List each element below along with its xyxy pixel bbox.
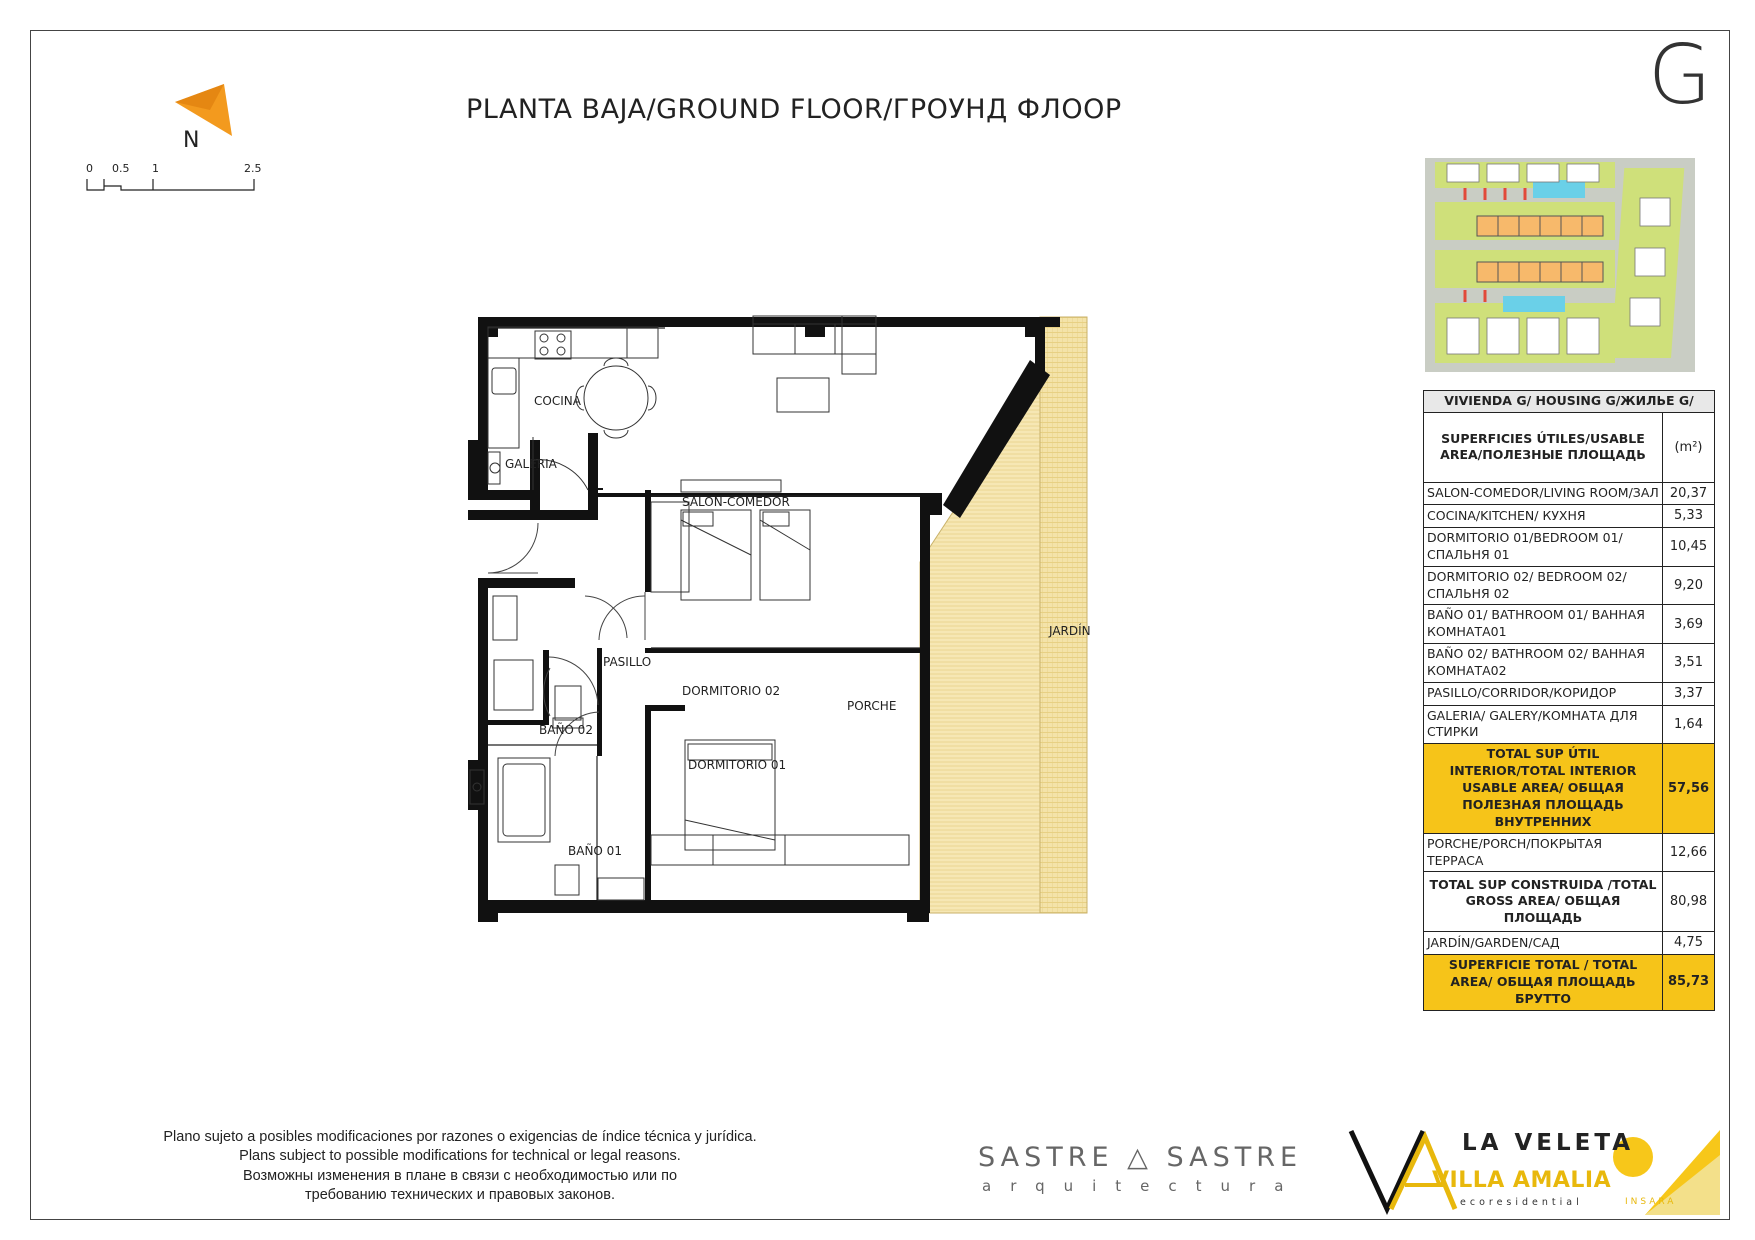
row-label: DORMITORIO 01/BEDROOM 01/ СПАЛЬНЯ 01 — [1424, 527, 1663, 566]
jardin-label: JARDÍN/GARDEN/САД — [1424, 932, 1663, 955]
porche-value: 12,66 — [1663, 833, 1715, 872]
north-label: N — [183, 128, 200, 153]
column-head-unit: (m²) — [1663, 412, 1715, 482]
total-gross-row — [1424, 872, 1715, 932]
row-value: 10,45 — [1663, 527, 1715, 566]
table-row — [1424, 705, 1715, 744]
north-arrow-icon — [170, 80, 240, 136]
row-value: 3,37 — [1663, 682, 1715, 705]
unit-letter: G — [1648, 28, 1712, 123]
row-label: PASILLO/CORRIDOR/КОРИДОР — [1424, 682, 1663, 705]
porche-row — [1424, 833, 1715, 872]
garden-area — [1040, 317, 1087, 913]
table-row — [1424, 482, 1715, 505]
page-title: PLANTA BAJA/GROUND FLOOR/ГРОУНД ФЛООР — [466, 94, 1122, 125]
row-label: COCINA/KITCHEN/ КУХНЯ — [1424, 505, 1663, 528]
room-label-salon: SALON-COMEDOR — [682, 495, 790, 509]
table-column-header — [1424, 412, 1715, 482]
villa-amalia-text: VILLA AMALIA — [1432, 1168, 1612, 1193]
row-label: BAÑO 02/ BATHROOM 02/ ВАННАЯ КОМНАТА02 — [1424, 644, 1663, 683]
la-veleta-text: LA VELETA — [1462, 1130, 1635, 1156]
disclaimer — [110, 1128, 810, 1205]
room-label-bano02: BAÑO 02 — [539, 723, 593, 737]
row-label: DORMITORIO 02/ BEDROOM 02/ СПАЛЬНЯ 02 — [1424, 566, 1663, 605]
column-head-label: SUPERFICIES ÚTILES/USABLE AREA/ПОЛЕЗНЫЕ ПЛОЩАДЬ — [1424, 412, 1663, 482]
row-value: 3,51 — [1663, 644, 1715, 683]
row-label: GALERIA/ GALERY/КОМНАТА ДЛЯ СТИРКИ — [1424, 705, 1663, 744]
room-label-jardin: JARDÍN — [1049, 624, 1091, 638]
insara-text: INSARA — [1625, 1197, 1677, 1207]
sastre-logo — [978, 1142, 1302, 1195]
scale-tick: 1 — [152, 162, 159, 175]
row-value: 5,33 — [1663, 505, 1715, 528]
table-row — [1424, 505, 1715, 528]
interior-lines — [488, 328, 920, 900]
room-label-porche: PORCHE — [847, 699, 897, 713]
room-label-bano01: BAÑO 01 — [568, 844, 622, 858]
living-furniture — [681, 316, 876, 492]
total-area-label: SUPERFICIE TOTAL / TOTAL AREA/ ОБЩАЯ ПЛОЩАДЬ БРУТТО — [1424, 954, 1663, 1010]
row-label: SALON-COMEDOR/LIVING ROOM/ЗАЛ — [1424, 482, 1663, 505]
table-row — [1424, 644, 1715, 683]
total-interior-value: 57,56 — [1663, 744, 1715, 833]
room-label-dormitorio01: DORMITORIO 01 — [688, 758, 787, 772]
disclaimer-line: Возможны изменения в плане в связи с необходимостью или по — [242, 1167, 678, 1184]
row-value: 20,37 — [1663, 482, 1715, 505]
total-gross-label: TOTAL SUP CONSTRUIDA /TOTAL GROSS AREA/ ОБЩАЯ ПЛОЩАДЬ — [1424, 872, 1663, 932]
floor-plan — [455, 300, 1115, 940]
sastre-logo-subtext: arquitectura — [982, 1177, 1303, 1195]
table-row — [1424, 566, 1715, 605]
table-heading: VIVIENDA G/ HOUSING G/ЖИЛЬЕ G/ — [1424, 391, 1715, 413]
dining-furniture — [576, 358, 656, 438]
room-label-galeria: GALERIA — [505, 457, 557, 471]
table-heading-row — [1424, 391, 1715, 413]
total-gross-value: 80,98 — [1663, 872, 1715, 932]
area-table — [1423, 390, 1715, 1011]
jardin-row — [1424, 932, 1715, 955]
scale-bar — [86, 178, 256, 192]
jardin-value: 4,75 — [1663, 932, 1715, 955]
scale-tick: 2.5 — [244, 162, 262, 175]
disclaimer-line: требованию технических и правовых законов. — [305, 1186, 615, 1203]
disclaimer-line: Plano sujeto a posibles modificaciones por razones o exigencias de índice técnica y jurídica. — [163, 1129, 757, 1145]
total-area-value: 85,73 — [1663, 954, 1715, 1010]
table-row — [1424, 527, 1715, 566]
room-label-dormitorio02: DORMITORIO 02 — [682, 684, 781, 698]
table-row — [1424, 682, 1715, 705]
disclaimer-line: Plans subject to possible modifications for technical or legal reasons. — [239, 1148, 681, 1165]
row-value: 9,20 — [1663, 566, 1715, 605]
bathroom-01-fixtures — [470, 758, 644, 900]
table-row — [1424, 605, 1715, 644]
porche-label: PORCHE/PORCH/ПОКРЫТАЯ ТЕРРАСА — [1424, 833, 1663, 872]
total-interior-row — [1424, 744, 1715, 833]
row-value: 1,64 — [1663, 705, 1715, 744]
ecoresidential-text: ecoresidential — [1460, 1197, 1583, 1208]
scale-tick: 0.5 — [112, 162, 130, 175]
bedroom-02-furniture — [651, 502, 810, 600]
room-label-cocina: COCINA — [534, 394, 581, 408]
room-label-pasillo: PASILLO — [603, 655, 652, 669]
total-interior-label: TOTAL SUP ÚTIL INTERIOR/TOTAL INTERIOR USABLE AREA/ ОБЩАЯ ПОЛЕЗНАЯ ПЛОЩАДЬ ВНУТРЕННИХ — [1424, 744, 1663, 833]
row-value: 3,69 — [1663, 605, 1715, 644]
row-label: BAÑO 01/ BATHROOM 01/ ВАННАЯ КОМНАТА01 — [1424, 605, 1663, 644]
site-key-plan — [1425, 158, 1695, 372]
total-area-row — [1424, 954, 1715, 1010]
kitchen-fixtures — [488, 327, 658, 448]
sastre-logo-text: SASTRE △ SASTRE — [978, 1142, 1303, 1173]
scale-tick: 0 — [86, 162, 93, 175]
